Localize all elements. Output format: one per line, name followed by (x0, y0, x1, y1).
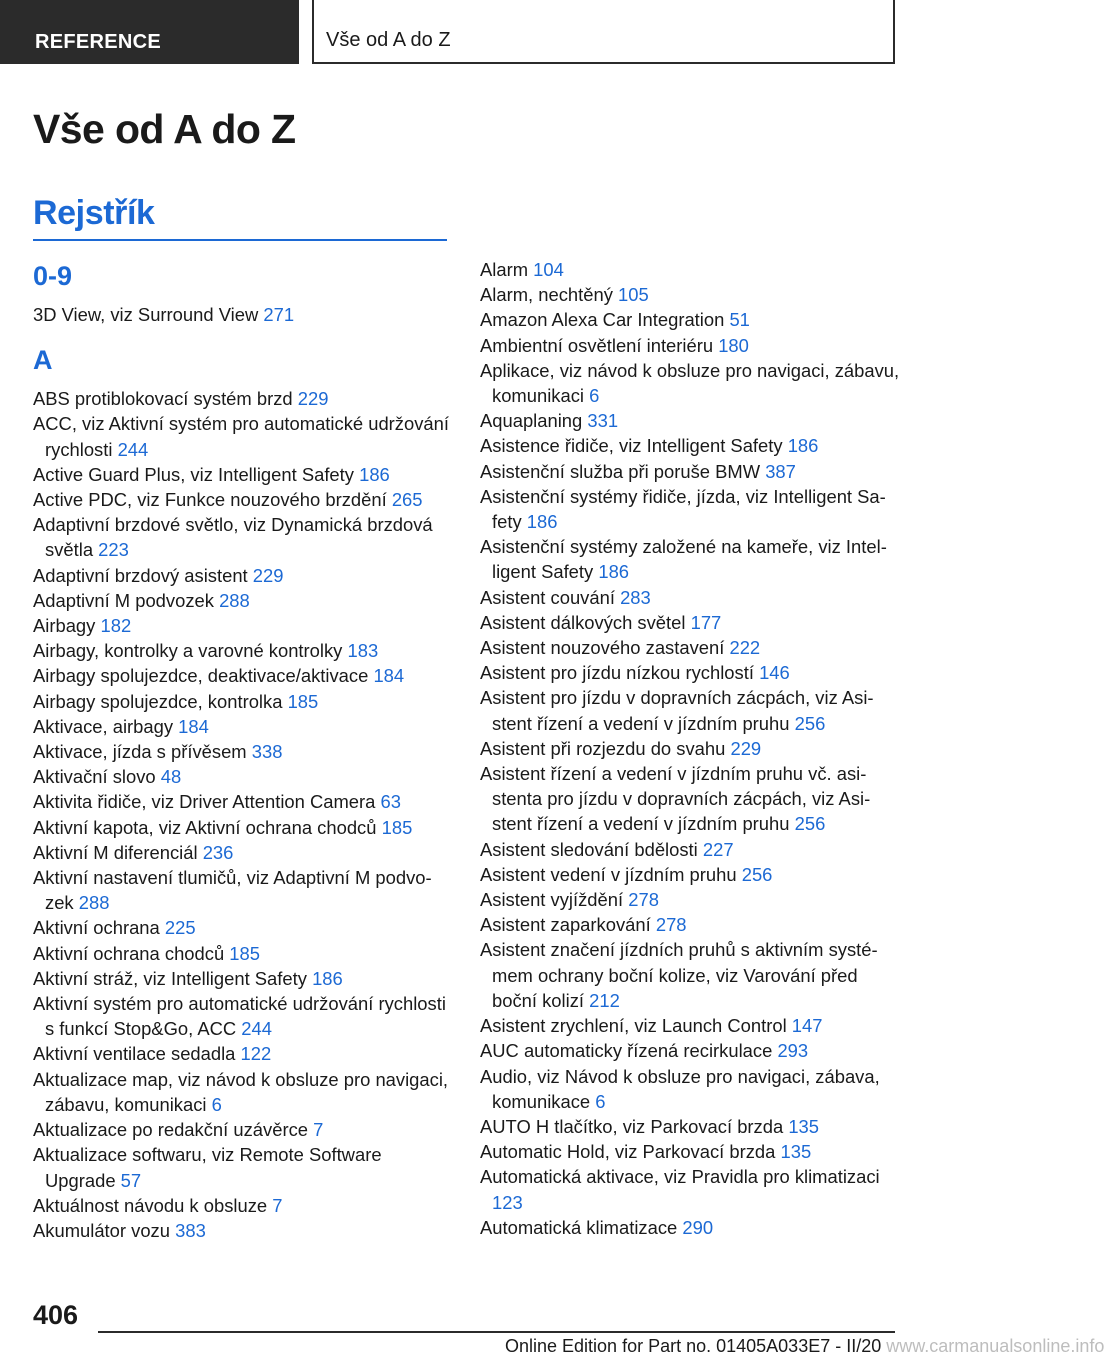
index-page-link[interactable]: 147 (791, 1015, 823, 1037)
index-entry (33, 915, 453, 940)
index-entry-text: Airbagy, kontrolky a varovné kontrolky (33, 640, 343, 662)
index-entry-text: Asistent zaparkování (480, 914, 651, 936)
index-entry (33, 663, 453, 688)
index-entry-text: Asistent při rozjezdu do svahu (480, 737, 726, 759)
index-entry (33, 462, 453, 487)
index-page-link[interactable]: 183 (347, 640, 379, 662)
index-entry-text: Aktivní nastavení tlumičů, viz Adaptivní M podvozek (33, 867, 432, 914)
index-page-link[interactable]: 146 (759, 662, 790, 684)
index-entry (33, 1193, 453, 1218)
index-page-link[interactable]: 63 (380, 791, 401, 813)
index-entry-text: AUC automaticky řízená recirkulace (480, 1040, 773, 1062)
index-entry (480, 635, 900, 660)
index-page-link[interactable]: 185 (381, 816, 413, 838)
index-entry (33, 1067, 453, 1117)
index-page-link[interactable]: 122 (240, 1043, 272, 1065)
index-entry-text: Asistent sledování bdělosti (480, 838, 698, 860)
index-entry (480, 912, 900, 937)
index-entry-text: Aktivní systém pro automatické udržování rychlosti s funkcí Stop&Go, ACC (33, 993, 446, 1040)
index-entry (33, 512, 453, 562)
index-entry-text: Akumulátor vozu (33, 1219, 170, 1241)
index-page-link[interactable]: 278 (628, 889, 659, 911)
index-page-link[interactable]: 265 (391, 489, 423, 511)
index-page-link[interactable]: 185 (229, 942, 260, 964)
index-entry (33, 966, 453, 991)
index-entry-text: Aktivní stráž, viz Intelligent Safety (33, 967, 307, 989)
index-entry (480, 358, 900, 408)
index-page-link[interactable]: 225 (164, 917, 196, 939)
index-page-link[interactable]: 123 (492, 1191, 523, 1213)
index-page-link[interactable]: 229 (297, 388, 329, 410)
index-entry (480, 333, 900, 358)
index-entry-text: Automatická klimatizace (480, 1216, 678, 1238)
index-entry (480, 1064, 900, 1114)
index-page-link[interactable]: 184 (373, 665, 405, 687)
index-page-link[interactable]: 104 (533, 259, 564, 280)
index-entry-text: Asistent řízení a vedení v jízdním pruhu vč. asistenta pro jízdu v dopravních zácpách, viz Asistent řízení a vedení v jízdním pruhu (480, 763, 871, 835)
footer-edition: Online Edition for Part no. 01405A033E7 - II/20 (505, 1336, 882, 1356)
index-entry (480, 736, 900, 761)
index-page-link[interactable]: 288 (78, 892, 110, 914)
index-entry (480, 685, 900, 735)
index-entry (33, 789, 453, 814)
index-page-link[interactable]: 387 (765, 460, 796, 482)
index-entry-text: Aquaplaning (480, 410, 583, 432)
index-entry-text: Asistenční systémy řidiče, jízda, viz Intelligent Safety (480, 485, 886, 533)
index-entry-text: Active Guard Plus, viz Intelligent Safety (33, 463, 354, 485)
index-page-link[interactable]: 293 (777, 1040, 809, 1062)
index-entry-text: Automatic Hold, viz Parkovací brzda (480, 1141, 776, 1163)
index-entry-text: Asistenční systémy založené na kameře, viz Intelligent Safety (480, 536, 887, 583)
index-page-link[interactable]: 185 (287, 690, 319, 712)
index-entry (480, 307, 900, 332)
index-letter-heading: A (33, 345, 53, 376)
index-page-link[interactable]: 256 (794, 712, 826, 734)
index-page-link[interactable]: 51 (729, 309, 750, 331)
index-entry (33, 739, 453, 764)
index-entry (480, 1164, 900, 1214)
index-entry (480, 585, 900, 610)
index-page-link[interactable]: 186 (312, 967, 343, 989)
index-page-link[interactable]: 135 (780, 1141, 812, 1163)
header-chapter-tab (312, 0, 895, 64)
index-page-link[interactable]: 229 (730, 737, 762, 759)
index-page-link[interactable]: 256 (741, 863, 773, 885)
index-entry-text: Aktivní ochrana (33, 917, 160, 939)
index-entry-text: Asistent pro jízdu nízkou rychlostí (480, 662, 754, 684)
index-entry (33, 865, 453, 915)
index-entry (33, 689, 453, 714)
index-entry (480, 937, 900, 1013)
index-entry (33, 1142, 453, 1192)
index-page-link[interactable]: 184 (178, 715, 209, 737)
index-entry-text: Airbagy spolujezdce, kontrolka (33, 690, 283, 712)
index-entry-text: Aktivace, jízda s přívěsem (33, 741, 247, 763)
index-page-link[interactable]: 271 (263, 304, 295, 325)
index-page-link[interactable]: 105 (618, 284, 649, 306)
index-entry-text: Asistence řidiče, viz Intelligent Safety (480, 435, 783, 457)
index-entry (33, 386, 453, 411)
index-entry (33, 764, 453, 789)
index-page-link[interactable]: 6 (211, 1093, 222, 1115)
index-entry (480, 408, 900, 433)
index-page-link[interactable]: 186 (526, 511, 558, 533)
index-entry-text: Active PDC, viz Funkce nouzového brzdění (33, 489, 387, 511)
section-divider (33, 239, 447, 241)
index-entry (480, 257, 900, 282)
index-page-link[interactable]: 186 (598, 561, 630, 583)
index-entry (33, 638, 453, 663)
index-entry (33, 815, 453, 840)
index-entry-text: Asistent značení jízdních pruhů s aktivním systémem ochrany boční kolize, viz Varování před boční kolizí (480, 939, 878, 1011)
footer (505, 1336, 1104, 1357)
index-entry-text: Adaptivní brzdový asistent (33, 564, 248, 586)
index-entry-text: Asistent nouzového zastavení (480, 637, 725, 659)
index-page-link[interactable]: 288 (219, 589, 250, 611)
index-page-link[interactable]: 290 (682, 1216, 714, 1238)
index-entry (480, 1215, 900, 1240)
index-entry (33, 588, 453, 613)
index-entry (33, 411, 453, 461)
index-entry-text: Asistent vedení v jízdním pruhu (480, 863, 737, 885)
index-entry-text: Aktivní ventilace sedadla (33, 1043, 236, 1065)
index-entry (480, 610, 900, 635)
index-entry (480, 761, 900, 837)
index-entry-text: Asistent pro jízdu v dopravních zácpách, viz Asistent řízení a vedení v jízdním pruhu (480, 687, 874, 734)
footer-watermark: www.carmanualsonline.info (886, 1336, 1104, 1356)
index-page-link[interactable]: 338 (251, 741, 283, 763)
index-entry-text: ACC, viz Aktivní systém pro automatické udržování rychlosti (33, 413, 449, 460)
index-entry-text: Aktuálnost návodu k obsluze (33, 1194, 268, 1216)
index-entry-text: Aktivace, airbagy (33, 715, 174, 737)
index-page-link[interactable]: 186 (359, 463, 390, 485)
index-letter-heading: 0-9 (33, 261, 73, 291)
index-entry (480, 837, 900, 862)
index-page-link[interactable]: 212 (589, 989, 620, 1011)
index-entry-text: Audio, viz Návod k obsluze pro navigaci, zábava, komunikace (480, 1065, 880, 1112)
index-page-link[interactable]: 7 (313, 1119, 324, 1141)
index-entry-text: Aktivní M diferenciál (33, 841, 198, 863)
index-entry-text: Aktualizace softwaru, viz Remote Software Upgrade (33, 1144, 382, 1191)
header-chapter-label: Vše od A do Z (326, 29, 451, 51)
index-page-link[interactable]: 177 (690, 611, 722, 633)
index-entry-text: Adaptivní brzdové světlo, viz Dynamická brzdová světla (33, 514, 433, 561)
index-entry-text: Asistent zrychlení, viz Launch Control (480, 1015, 787, 1037)
index-entry-text: Alarm, nechtěný (480, 284, 613, 306)
index-entry-text: Aplikace, viz návod k obsluze pro navigaci, zábavu, komunikaci (480, 359, 900, 407)
index-page-link[interactable]: 278 (655, 914, 687, 936)
index-page-link[interactable]: 223 (98, 539, 129, 561)
index-page-link[interactable]: 229 (252, 564, 284, 586)
index-entry-list (480, 257, 900, 1240)
index-page-link[interactable]: 244 (117, 438, 149, 460)
index-entry (33, 1117, 453, 1142)
index-page-link[interactable]: 222 (729, 637, 761, 659)
index-entry (33, 941, 453, 966)
index-entry-text: Aktivační slovo (33, 766, 156, 788)
index-entry-list (33, 302, 453, 327)
index-entry (480, 660, 900, 685)
index-page-link[interactable]: 7 (272, 1194, 283, 1216)
index-entry-text: Alarm (480, 259, 529, 280)
index-entry (33, 487, 453, 512)
index-entry (480, 1013, 900, 1038)
index-entry (33, 563, 453, 588)
index-entry-text: Aktivní kapota, viz Aktivní ochrana chodců (33, 816, 377, 838)
index-entry-text: Ambientní osvětlení interiéru (480, 334, 714, 356)
header-section-tab (0, 0, 299, 64)
section-title: Rejstřík (33, 194, 155, 232)
index-entry-text: Adaptivní M podvozek (33, 589, 214, 611)
index-entry-text: 3D View, viz Surround View (33, 304, 259, 325)
footer-divider (98, 1331, 895, 1333)
index-entry (33, 840, 453, 865)
index-page-link[interactable]: 6 (595, 1090, 606, 1112)
index-page-link[interactable]: 6 (589, 385, 600, 407)
index-entry-text: Amazon Alexa Car Integration (480, 309, 725, 331)
index-page-link[interactable]: 135 (788, 1115, 820, 1137)
page-number: 406 (33, 1300, 79, 1330)
index-entry-text: Asistent couvání (480, 586, 615, 608)
index-entry (480, 459, 900, 484)
index-entry (480, 1114, 900, 1139)
index-page-link[interactable]: 383 (175, 1219, 206, 1241)
index-entry (480, 484, 900, 534)
index-entry-text: ABS protiblokovací systém brzd (33, 388, 293, 410)
header-section-label: REFERENCE (35, 31, 162, 53)
index-entry-text: Asistenční služba při poruše BMW (480, 460, 761, 482)
index-entry (33, 991, 453, 1041)
index-entry (33, 302, 453, 327)
index-entry (33, 1041, 453, 1066)
index-entry-text: Aktivita řidiče, viz Driver Attention Camera (33, 791, 376, 813)
index-entry (480, 1038, 900, 1063)
index-entry (480, 433, 900, 458)
index-entry-text: Airbagy spolujezdce, deaktivace/aktivace (33, 665, 369, 687)
index-page-link[interactable]: 283 (620, 586, 651, 608)
index-entry (480, 282, 900, 307)
index-entry-text: Airbagy (33, 615, 96, 637)
index-entry-text: AUTO H tlačítko, viz Parkovací brzda (480, 1115, 784, 1137)
index-page-link[interactable]: 236 (202, 841, 234, 863)
index-page-link[interactable]: 57 (120, 1169, 142, 1191)
index-column-right (480, 257, 900, 1240)
index-page-link[interactable]: 180 (718, 334, 749, 356)
index-entry-text: Aktualizace po redakční uzávěrce (33, 1119, 308, 1141)
index-entry (480, 534, 900, 584)
index-page-link[interactable]: 256 (794, 813, 826, 835)
index-page-link[interactable]: 227 (702, 838, 734, 860)
index-entry-list (33, 386, 453, 1243)
index-entry-text: Aktivní ochrana chodců (33, 942, 225, 964)
index-entry (33, 1218, 453, 1243)
index-page-link[interactable]: 48 (160, 766, 182, 788)
index-column-left (33, 258, 453, 1243)
index-entry (33, 714, 453, 739)
index-page-link[interactable]: 186 (787, 435, 819, 457)
index-entry-text: Asistent dálkových světel (480, 611, 686, 633)
index-page-link[interactable]: 182 (100, 615, 132, 637)
index-entry (33, 613, 453, 638)
page-title: Vše od A do Z (33, 106, 296, 152)
index-entry-text: Automatická aktivace, viz Pravidla pro klimatizaci (480, 1166, 880, 1188)
index-page-link[interactable]: 244 (241, 1018, 272, 1040)
index-entry-text: Aktualizace map, viz návod k obsluze pro navigaci, zábavu, komunikaci (33, 1068, 449, 1115)
index-entry (480, 1139, 900, 1164)
index-entry (480, 862, 900, 887)
index-entry (480, 887, 900, 912)
index-entry-text: Asistent vyjíždění (480, 889, 624, 911)
index-page-link[interactable]: 331 (587, 410, 619, 432)
